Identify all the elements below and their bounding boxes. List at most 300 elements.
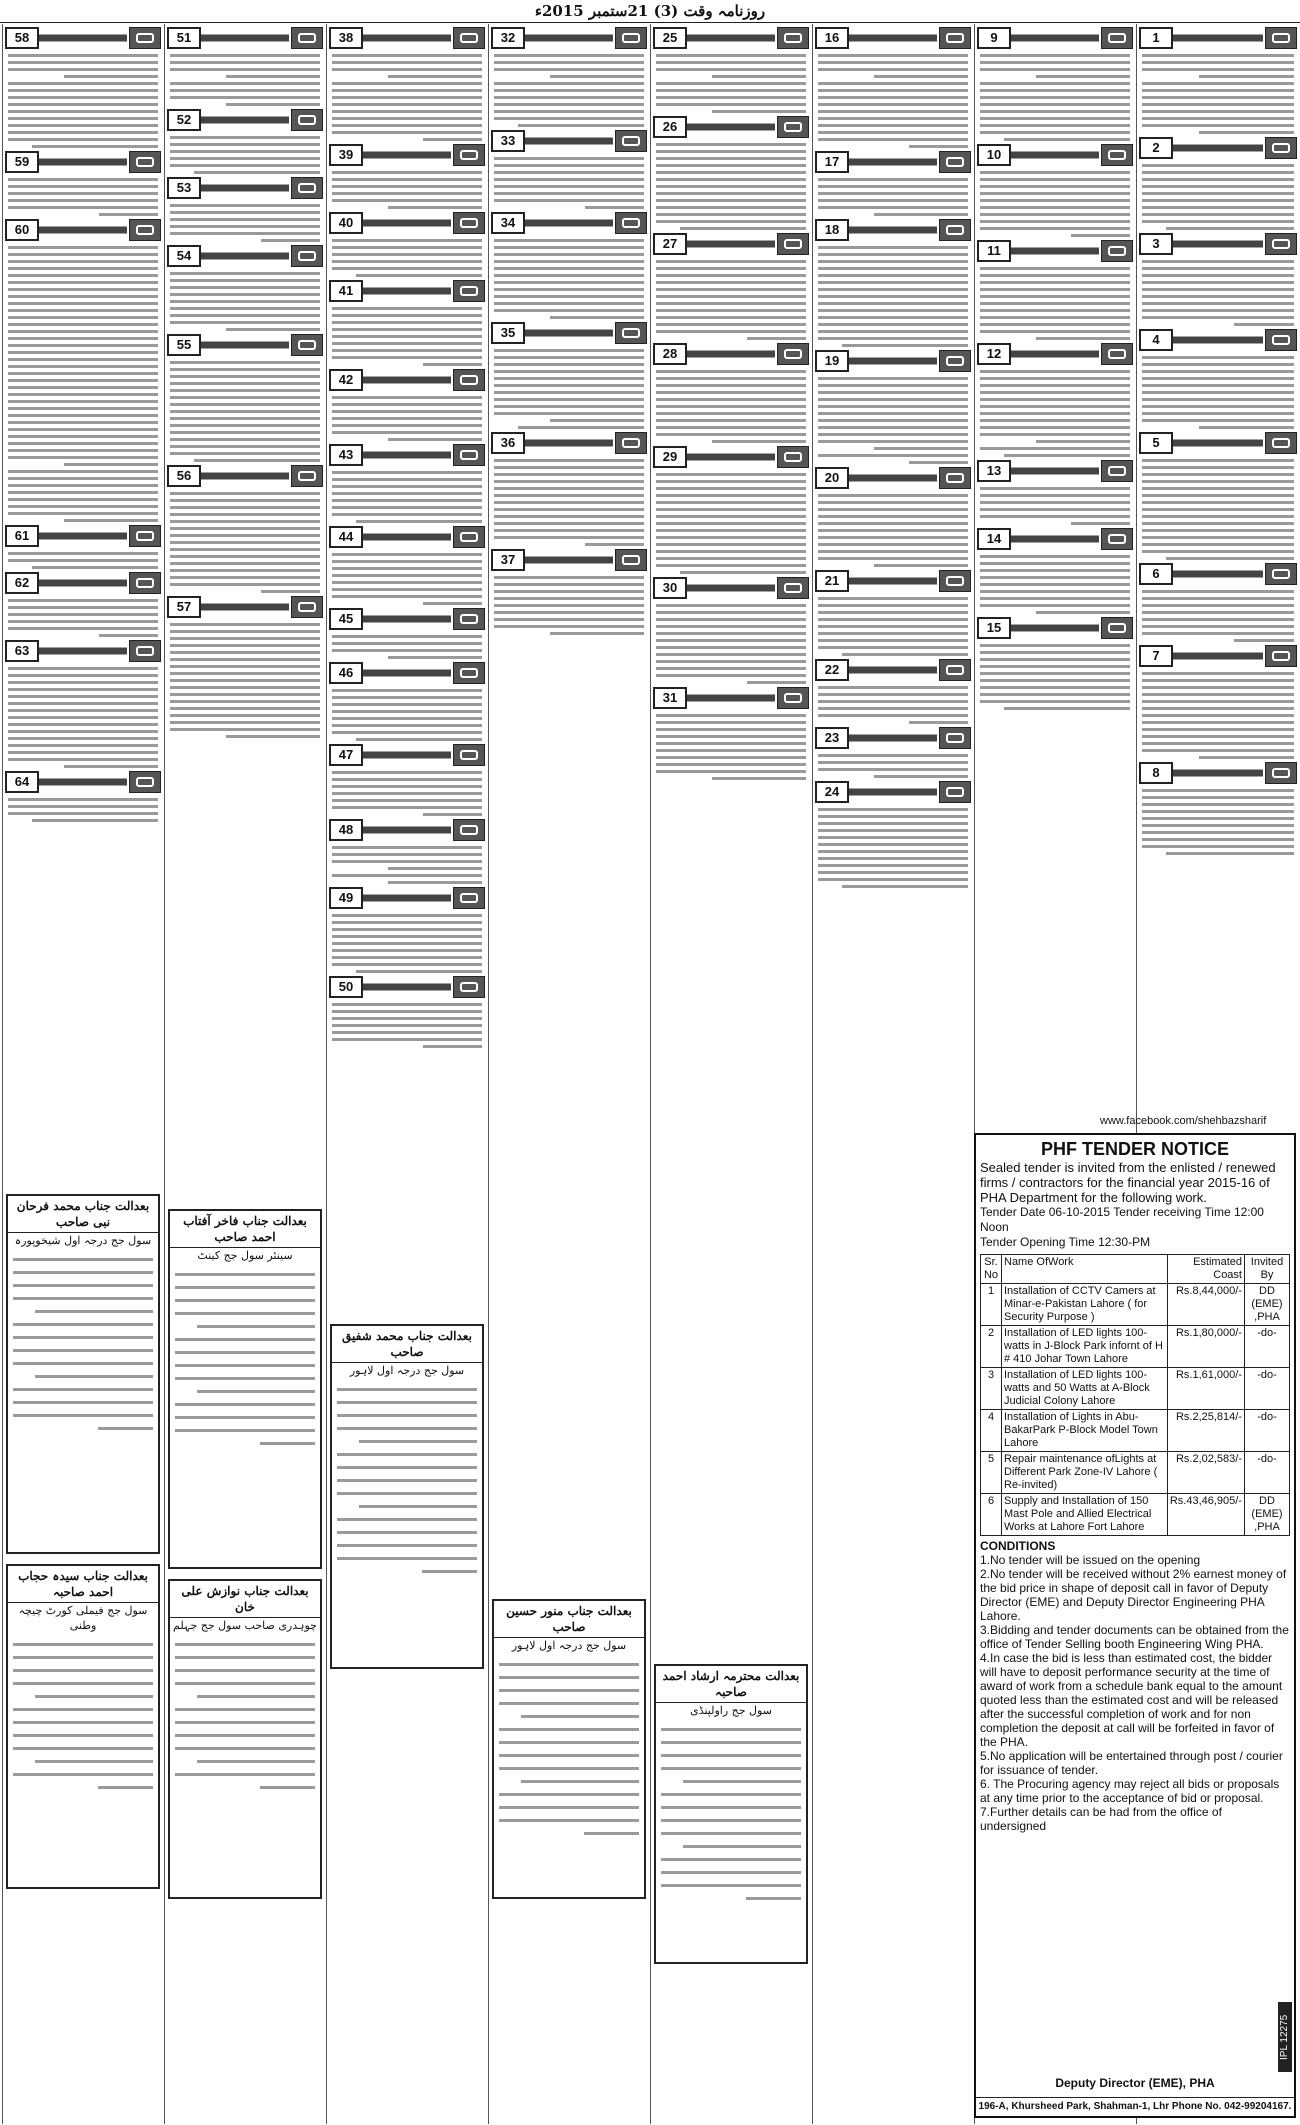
text-line: [175, 1403, 315, 1406]
text-line: [332, 82, 482, 85]
text-line: [818, 199, 968, 202]
text-line: [494, 480, 644, 483]
text-line: [499, 1702, 639, 1705]
text-line: [1142, 473, 1294, 476]
text-line: [332, 935, 482, 938]
tender-dates: [976, 1205, 1294, 1250]
text-line: [337, 1518, 477, 1521]
text-line: [8, 309, 158, 312]
text-line: [8, 199, 158, 202]
news-story: [975, 239, 1135, 340]
tender-receiving-time: Tender receiving Time 12:00 Noon: [980, 1205, 1264, 1234]
text-line: [980, 576, 1130, 579]
story-number: 37: [491, 549, 525, 571]
text-line: [8, 365, 158, 368]
story-number: 6: [1139, 563, 1173, 585]
text-line: [332, 778, 482, 781]
text-line: [13, 1323, 153, 1326]
text-line: [170, 707, 320, 710]
story-header-arrow: [815, 26, 971, 50]
text-line: [656, 405, 806, 408]
text-line: [332, 792, 482, 795]
story-header-arrow: [167, 108, 323, 132]
story-number: 10: [977, 144, 1011, 166]
text-line: [494, 61, 644, 64]
text-line: [8, 421, 158, 424]
text-line: [332, 703, 482, 706]
story-header-arrow: [1139, 26, 1297, 50]
text-line: [8, 688, 158, 691]
news-story: [1137, 431, 1299, 560]
text-line: [226, 735, 320, 738]
text-line: [8, 400, 158, 403]
text-line: [909, 145, 968, 148]
text-line: [494, 536, 644, 539]
text-line: [8, 82, 158, 85]
text-line: [980, 316, 1130, 319]
text-line: [8, 295, 158, 298]
text-line: [8, 192, 158, 195]
story-number: 2: [1139, 137, 1173, 159]
text-line: [337, 1531, 477, 1534]
story-number: 30: [653, 577, 687, 599]
text-line: [818, 246, 968, 249]
text-line: [818, 433, 968, 436]
text-line: [656, 260, 806, 263]
text-line: [1234, 323, 1294, 326]
text-line: [494, 597, 644, 600]
text-line: [332, 710, 482, 713]
text-line: [818, 550, 968, 553]
row-invited: -do-: [1245, 1452, 1290, 1494]
text-line: [8, 681, 158, 684]
text-line: [656, 185, 806, 188]
story-number: 25: [653, 27, 687, 49]
logo-icon: [453, 27, 485, 49]
text-line: [1142, 316, 1294, 319]
story-header-arrow: [815, 726, 971, 750]
text-line: [332, 574, 482, 577]
text-line: [494, 253, 644, 256]
text-line: [1142, 550, 1294, 553]
story-header-arrow: [977, 239, 1133, 263]
text-line: [818, 274, 968, 277]
text-line: [261, 590, 320, 593]
text-line: [1142, 419, 1294, 422]
text-line: [170, 527, 320, 530]
condition-item: 2.No tender will be received without 2% earnest money of the bid price in shape of deposit call in favor of Deputy Director (EME) and Deputy Director Engineering PHA Lahore.: [980, 1567, 1287, 1623]
text-line: [8, 246, 158, 249]
text-line: [980, 274, 1130, 277]
text-line: [494, 529, 644, 532]
text-line: [1142, 124, 1294, 127]
logo-icon: [453, 662, 485, 684]
news-story: [327, 661, 487, 741]
news-story: [489, 431, 649, 546]
text-line: [818, 124, 968, 127]
text-line: [13, 1656, 153, 1659]
text-line: [656, 309, 806, 312]
text-line: [874, 775, 968, 778]
text-line: [332, 110, 482, 113]
story-header-arrow: [5, 150, 161, 174]
text-line: [8, 751, 158, 754]
text-line: [980, 447, 1130, 450]
text-line: [550, 632, 644, 635]
text-line: [584, 1832, 639, 1835]
news-story: [489, 26, 649, 127]
text-line: [656, 96, 806, 99]
logo-icon: [453, 819, 485, 841]
text-line: [980, 494, 1130, 497]
notice-subtitle: سینئر سول جج کینٹ: [197, 1249, 293, 1262]
text-line: [1142, 192, 1294, 195]
text-line: [1142, 686, 1294, 689]
text-line: [656, 515, 806, 518]
text-line: [499, 1754, 639, 1757]
text-line: [8, 185, 158, 188]
logo-icon: [939, 467, 971, 489]
text-line: [494, 459, 644, 462]
text-line: [1142, 735, 1294, 738]
text-line: [1142, 529, 1294, 532]
news-story: [3, 524, 163, 569]
logo-icon: [1101, 528, 1133, 550]
text-line: [980, 302, 1130, 305]
text-line: [818, 536, 968, 539]
text-line: [170, 714, 320, 717]
story-header-arrow: [1139, 431, 1297, 455]
text-line: [494, 295, 644, 298]
text-line: [337, 1388, 477, 1391]
column-5: [488, 24, 649, 2124]
text-line: [175, 1669, 315, 1672]
story-header-arrow: [653, 232, 809, 256]
story-header-arrow: [5, 571, 161, 595]
column-3: [812, 24, 973, 2124]
text-line: [197, 1695, 315, 1698]
text-line: [661, 1728, 801, 1731]
text-line: [656, 68, 806, 71]
notice-title: بعدالت جناب منور حسین صاحب: [494, 1601, 644, 1638]
text-line: [337, 1401, 477, 1404]
text-line: [8, 723, 158, 726]
story-number: 23: [815, 727, 849, 749]
facebook-url[interactable]: www.facebook.com/shehbazsharif: [1100, 1115, 1267, 1127]
text-line: [332, 328, 482, 331]
text-line: [332, 806, 482, 809]
text-line: [980, 89, 1130, 92]
text-line: [8, 344, 158, 347]
text-line: [494, 391, 644, 394]
text-line: [518, 124, 644, 127]
text-line: [656, 433, 806, 436]
text-line: [712, 777, 806, 780]
text-line: [1142, 405, 1294, 408]
story-header-arrow: [329, 525, 485, 549]
text-line: [818, 89, 968, 92]
text-line: [226, 103, 320, 106]
notice-title: بعدالت جناب محمد فرحان نبی صاحب: [8, 1196, 158, 1233]
story-header-arrow: [329, 26, 485, 50]
text-line: [13, 1362, 153, 1365]
text-line: [818, 96, 968, 99]
text-line: [818, 878, 968, 881]
text-line: [747, 681, 806, 684]
text-line: [818, 131, 968, 134]
news-story: [1137, 644, 1299, 759]
logo-icon: [1265, 762, 1297, 784]
text-line: [332, 689, 482, 692]
text-line: [661, 1832, 801, 1835]
text-line: [494, 583, 644, 586]
text-line: [8, 330, 158, 333]
text-line: [818, 295, 968, 298]
logo-icon: [777, 343, 809, 365]
story-header-arrow: [977, 143, 1133, 167]
text-line: [818, 686, 968, 689]
story-number: 1: [1139, 27, 1173, 49]
header-invited: Invited By: [1245, 1255, 1290, 1284]
text-line: [874, 213, 968, 216]
text-line: [170, 452, 320, 455]
text-line: [170, 679, 320, 682]
text-line: [656, 660, 806, 663]
story-number: 33: [491, 130, 525, 152]
text-line: [494, 590, 644, 593]
text-line: [656, 178, 806, 181]
text-line: [494, 110, 644, 113]
notice-title: بعدالت جناب فاخر آفتاب احمد صاحب: [170, 1211, 320, 1248]
text-line: [980, 206, 1130, 209]
text-line: [13, 1669, 153, 1672]
condition-item: 4.In case the bid is less than estimated cost, the bidder will have to deposit performance security at the time of award of work from a schedule bank equal to the amount quoted less than the estimated cost and will be released after the successful completion of work and for non completion the deposit at call will be forfeited in favor of the PHA.: [980, 1651, 1283, 1749]
story-number: 49: [329, 887, 363, 909]
text-line: [550, 316, 644, 319]
text-line: [170, 700, 320, 703]
logo-icon: [939, 27, 971, 49]
text-line: [980, 281, 1130, 284]
news-story: [327, 975, 487, 1048]
text-line: [499, 1728, 639, 1731]
text-line: [683, 1845, 801, 1848]
row-sr: 5: [981, 1452, 1002, 1494]
text-line: [818, 316, 968, 319]
news-story: [327, 211, 487, 277]
logo-icon: [453, 887, 485, 909]
text-line: [1142, 281, 1294, 284]
text-line: [656, 522, 806, 525]
text-line: [175, 1351, 315, 1354]
text-line: [818, 426, 968, 429]
tender-signatory: Deputy Director (EME), PHA: [1055, 2076, 1215, 2090]
text-line: [8, 606, 158, 609]
text-line: [99, 213, 158, 216]
text-line: [8, 68, 158, 71]
text-line: [980, 433, 1130, 436]
text-line: [332, 410, 482, 413]
text-line: [332, 921, 482, 924]
text-line: [1142, 199, 1294, 202]
text-line: [494, 96, 644, 99]
text-line: [8, 393, 158, 396]
text-line: [226, 328, 320, 331]
logo-icon: [1101, 617, 1133, 639]
story-number: 12: [977, 343, 1011, 365]
text-line: [494, 494, 644, 497]
text-line: [332, 349, 482, 352]
text-line: [818, 639, 968, 642]
text-line: [332, 89, 482, 92]
logo-icon: [453, 144, 485, 166]
story-header-arrow: [815, 349, 971, 373]
text-line: [656, 618, 806, 621]
story-number: 64: [5, 771, 39, 793]
story-number: 27: [653, 233, 687, 255]
text-line: [1071, 234, 1130, 237]
text-line: [332, 1024, 482, 1027]
story-number: 24: [815, 781, 849, 803]
text-line: [1166, 852, 1294, 855]
text-line: [494, 89, 644, 92]
text-line: [175, 1708, 315, 1711]
text-line: [818, 597, 968, 600]
text-line: [1142, 96, 1294, 99]
text-line: [175, 1656, 315, 1659]
text-line: [337, 1557, 477, 1560]
text-line: [980, 501, 1130, 504]
news-story: [327, 143, 487, 209]
tender-date: 06-10-2015: [1048, 1205, 1111, 1219]
text-line: [170, 410, 320, 413]
text-line: [1142, 749, 1294, 752]
text-line: [818, 337, 968, 340]
story-header-arrow: [5, 639, 161, 663]
tender-title: PHF TENDER NOTICE: [1040, 1139, 1229, 1159]
story-header-arrow: [1139, 136, 1297, 160]
notice-subtitle: سول جج فیملی کورٹ چیچہ وطنی: [18, 1604, 148, 1632]
text-line: [8, 484, 158, 487]
story-number: 18: [815, 219, 849, 241]
text-line: [8, 110, 158, 113]
text-line: [1142, 508, 1294, 511]
text-line: [170, 211, 320, 214]
logo-icon: [615, 322, 647, 344]
text-line: [494, 117, 644, 120]
logo-icon: [615, 432, 647, 454]
logo-icon: [1265, 645, 1297, 667]
text-line: [818, 117, 968, 120]
text-line: [8, 470, 158, 473]
text-line: [8, 386, 158, 389]
text-line: [8, 206, 158, 209]
news-story: [651, 232, 811, 340]
news-story: [651, 26, 811, 113]
text-line: [494, 302, 644, 305]
text-line: [980, 419, 1130, 422]
text-line: [337, 1453, 477, 1456]
text-line: [8, 267, 158, 270]
text-line: [1036, 75, 1130, 78]
news-story: [813, 150, 973, 216]
text-line: [1142, 288, 1294, 291]
text-line: [332, 949, 482, 952]
text-line: [332, 314, 482, 317]
news-story: [975, 342, 1135, 457]
text-line: [1142, 363, 1294, 366]
text-line: [8, 61, 158, 64]
row-sr: 3: [981, 1368, 1002, 1410]
logo-icon: [453, 369, 485, 391]
text-line: [818, 494, 968, 497]
text-line: [494, 171, 644, 174]
text-line: [8, 54, 158, 57]
text-line: [175, 1299, 315, 1302]
text-line: [13, 1414, 153, 1417]
text-line: [494, 246, 644, 249]
news-story: [327, 26, 487, 141]
text-line: [656, 543, 806, 546]
text-line: [1142, 543, 1294, 546]
story-number: 41: [329, 280, 363, 302]
text-line: [818, 829, 968, 832]
text-line: [818, 864, 968, 867]
text-line: [1142, 789, 1294, 792]
tender-table-header: [981, 1255, 1290, 1284]
text-line: [1142, 68, 1294, 71]
logo-icon: [453, 212, 485, 234]
text-line: [818, 377, 968, 380]
text-line: [13, 1401, 153, 1404]
text-line: [170, 54, 320, 57]
text-line: [818, 454, 968, 457]
text-line: [1142, 679, 1294, 682]
text-line: [1166, 227, 1294, 230]
text-line: [494, 185, 644, 188]
row-sr: 6: [981, 1494, 1002, 1536]
text-line: [332, 595, 482, 598]
text-line: [494, 274, 644, 277]
story-header-arrow: [329, 607, 485, 631]
text-line: [170, 445, 320, 448]
row-cost: Rs.8,44,000/-: [1167, 1284, 1244, 1326]
text-line: [332, 928, 482, 931]
text-line: [1071, 522, 1130, 525]
text-line: [170, 382, 320, 385]
text-line: [1142, 185, 1294, 188]
text-line: [1142, 370, 1294, 373]
text-line: [656, 82, 806, 85]
logo-icon: [129, 151, 161, 173]
text-line: [175, 1377, 315, 1380]
text-line: [356, 274, 482, 277]
story-number: 11: [977, 240, 1011, 262]
story-header-arrow: [653, 115, 809, 139]
story-header-arrow: [491, 548, 647, 572]
text-line: [842, 344, 968, 347]
text-line: [980, 370, 1130, 373]
text-line: [980, 679, 1130, 682]
story-number: 39: [329, 144, 363, 166]
text-line: [656, 728, 806, 731]
tender-intro: Sealed tender is invited from the enlisted / renewed firms / contractors for the financial year 2015-16 of PHA Department for the following work.: [980, 1160, 1276, 1205]
story-header-arrow: [815, 569, 971, 593]
text-line: [818, 178, 968, 181]
text-line: [818, 82, 968, 85]
text-line: [661, 1858, 801, 1861]
text-line: [1142, 693, 1294, 696]
story-number: 38: [329, 27, 363, 49]
